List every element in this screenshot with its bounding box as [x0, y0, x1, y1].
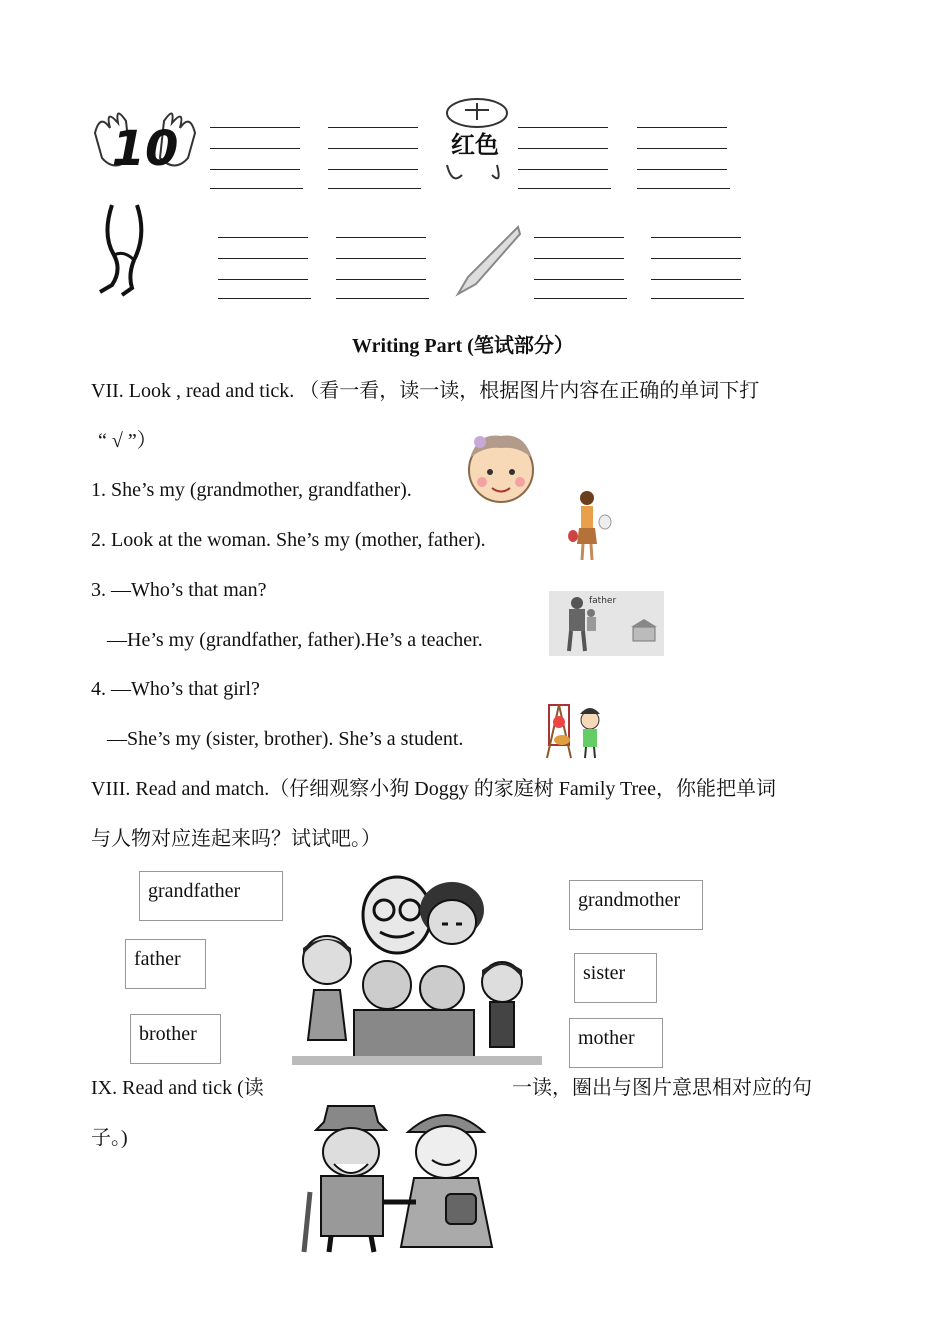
- section7-q1: 1. She’s my (grandmother, grandfather).: [91, 479, 412, 501]
- section8-heading-line2: 与人物对应连起来吗？试试吧。）: [91, 828, 381, 850]
- ten-label: 10: [111, 121, 179, 177]
- father-picture-label: father: [589, 596, 617, 606]
- family-tree-picture: [292, 870, 542, 1065]
- section7-q4b: —She’s my (sister, brother). She’s a student.: [107, 728, 464, 750]
- grandmother-face-picture: [458, 428, 544, 506]
- section7-q3b: —He’s my (grandfather, father).He’s a teacher.: [107, 629, 483, 651]
- hands-ten-picture: [90, 103, 200, 188]
- section7-heading-line1: VII. Look , read and tick. （看一看，读一读，根据图片内容在正确的单词下打: [91, 380, 760, 402]
- red-color-picture: [437, 95, 517, 190]
- girl-painting-picture: [544, 700, 609, 760]
- writing-part-title: Writing Part (笔试部分）: [352, 335, 574, 357]
- section7-q2: 2. Look at the woman. She’s my (mother, father).: [91, 529, 486, 551]
- word-box-grandfather[interactable]: grandfather: [139, 871, 283, 921]
- legs-picture: [92, 200, 162, 300]
- woman-picture: [565, 488, 613, 566]
- word-box-mother[interactable]: mother: [569, 1018, 663, 1068]
- section7-heading-line2: “ √ ”）: [98, 430, 157, 452]
- section9-heading-line2: 子。): [91, 1127, 128, 1149]
- section8-heading-line1: VIII. Read and match.（仔细观察小狗 Doggy 的家庭树 Family Tree，你能把单词: [91, 778, 776, 800]
- section7-q3a: 3. —Who’s that man?: [91, 579, 267, 601]
- section7-q4a: 4. —Who’s that girl?: [91, 678, 260, 700]
- old-couple-picture: [296, 1102, 501, 1254]
- section9-heading-part1: IX. Read and tick (读: [91, 1077, 264, 1099]
- word-box-brother[interactable]: brother: [130, 1014, 221, 1064]
- brush-picture: [448, 222, 523, 300]
- word-box-father[interactable]: father: [125, 939, 206, 989]
- red-label: 红色: [451, 131, 499, 159]
- word-box-grandmother[interactable]: grandmother: [569, 880, 703, 930]
- word-box-sister[interactable]: sister: [574, 953, 657, 1003]
- father-picture: [549, 591, 664, 656]
- section9-heading-part2: 一读，圈出与图片意思相对应的句: [512, 1077, 812, 1099]
